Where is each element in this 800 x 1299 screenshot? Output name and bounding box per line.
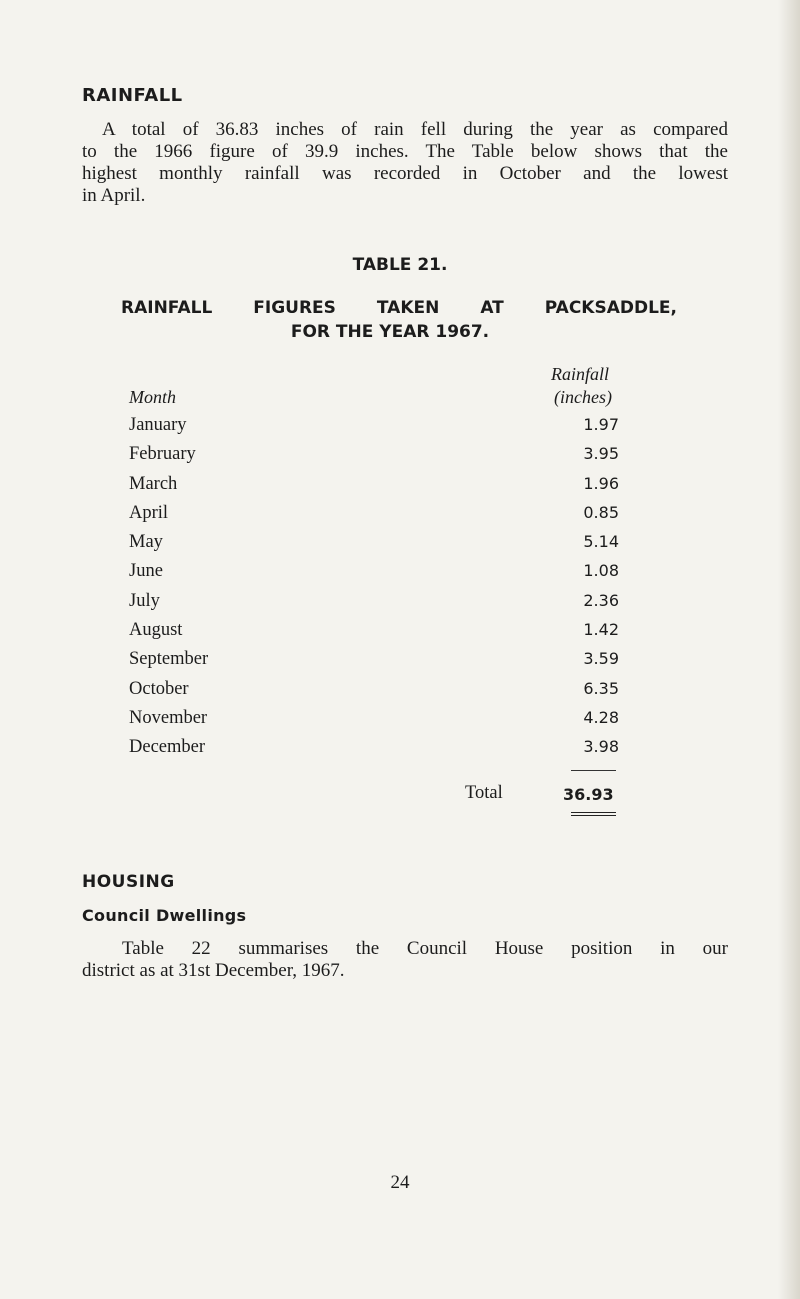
- month-cell: February: [129, 444, 196, 465]
- month-cell: August: [129, 620, 183, 641]
- total-double-rule: [571, 812, 616, 816]
- table-row: [129, 415, 619, 444]
- table-row: [129, 591, 619, 620]
- rainfall-cell: 4.28: [583, 707, 619, 727]
- housing-heading: HOUSING: [82, 872, 175, 892]
- page-edge-shadow: [778, 0, 800, 1299]
- month-cell: October: [129, 678, 189, 699]
- rainfall-paragraph-line: in April.: [82, 185, 146, 206]
- month-cell: November: [129, 707, 208, 728]
- rainfall-cell: 5.14: [583, 532, 619, 552]
- table-row: [129, 532, 619, 561]
- table-row: [129, 474, 619, 503]
- month-cell: April: [129, 502, 169, 523]
- table-row: [129, 620, 619, 649]
- table-row: [129, 708, 619, 737]
- rainfall-paragraph-line: highest monthly rainfall was recorded in October and the lowest: [82, 163, 728, 184]
- total-value: 36.93: [563, 785, 614, 804]
- table-row: [129, 444, 619, 473]
- table-row: [129, 737, 619, 766]
- table-row: [129, 649, 619, 678]
- table-row: [129, 679, 619, 708]
- column-header-rainfall-unit: (inches): [554, 387, 612, 407]
- total-rule: [571, 770, 616, 771]
- month-cell: June: [129, 561, 163, 582]
- total-label: Total: [465, 783, 503, 803]
- rainfall-paragraph-line: to the 1966 figure of 39.9 inches. The Table below shows that the: [82, 141, 728, 162]
- table-number: TABLE 21.: [352, 255, 448, 275]
- rainfall-cell: 6.35: [583, 678, 619, 698]
- rainfall-cell: 1.96: [583, 473, 619, 493]
- month-cell: May: [129, 532, 163, 553]
- rainfall-paragraph: [82, 119, 728, 207]
- housing-paragraph-line: Table 22 summarises the Council House position in our: [122, 938, 728, 959]
- rainfall-cell: 3.59: [583, 649, 619, 669]
- column-header-month: Month: [129, 387, 176, 407]
- month-cell: January: [129, 415, 187, 435]
- table-row: [129, 503, 619, 532]
- rainfall-cell: 3.95: [583, 444, 619, 464]
- rainfall-table-body: [129, 415, 619, 767]
- rainfall-cell: 2.36: [583, 590, 619, 610]
- rainfall-cell: 1.08: [583, 561, 619, 581]
- housing-paragraph-line: district as at 31st December, 1967.: [82, 960, 345, 981]
- rainfall-cell: 0.85: [583, 502, 619, 522]
- page-number: 24: [390, 1172, 410, 1193]
- table-row: [129, 561, 619, 590]
- rainfall-heading: RAINFALL: [82, 85, 183, 106]
- rainfall-cell: 1.97: [583, 415, 619, 434]
- rainfall-paragraph-line: A total of 36.83 inches of rain fell during the year as compared: [102, 119, 728, 140]
- month-cell: March: [129, 473, 178, 494]
- month-cell: July: [129, 590, 160, 611]
- table-title-line-2: FOR THE YEAR 1967.: [290, 322, 490, 342]
- month-cell: September: [129, 649, 209, 670]
- rainfall-cell: 3.98: [583, 737, 619, 757]
- rainfall-cell: 1.42: [583, 620, 619, 640]
- council-dwellings-subheading: Council Dwellings: [82, 906, 247, 925]
- column-header-rainfall: Rainfall: [551, 364, 609, 384]
- housing-paragraph: [82, 938, 728, 982]
- table-title-line-1: RAINFALL FIGURES TAKEN AT PACKSADDLE,: [121, 298, 677, 318]
- month-cell: December: [129, 737, 206, 758]
